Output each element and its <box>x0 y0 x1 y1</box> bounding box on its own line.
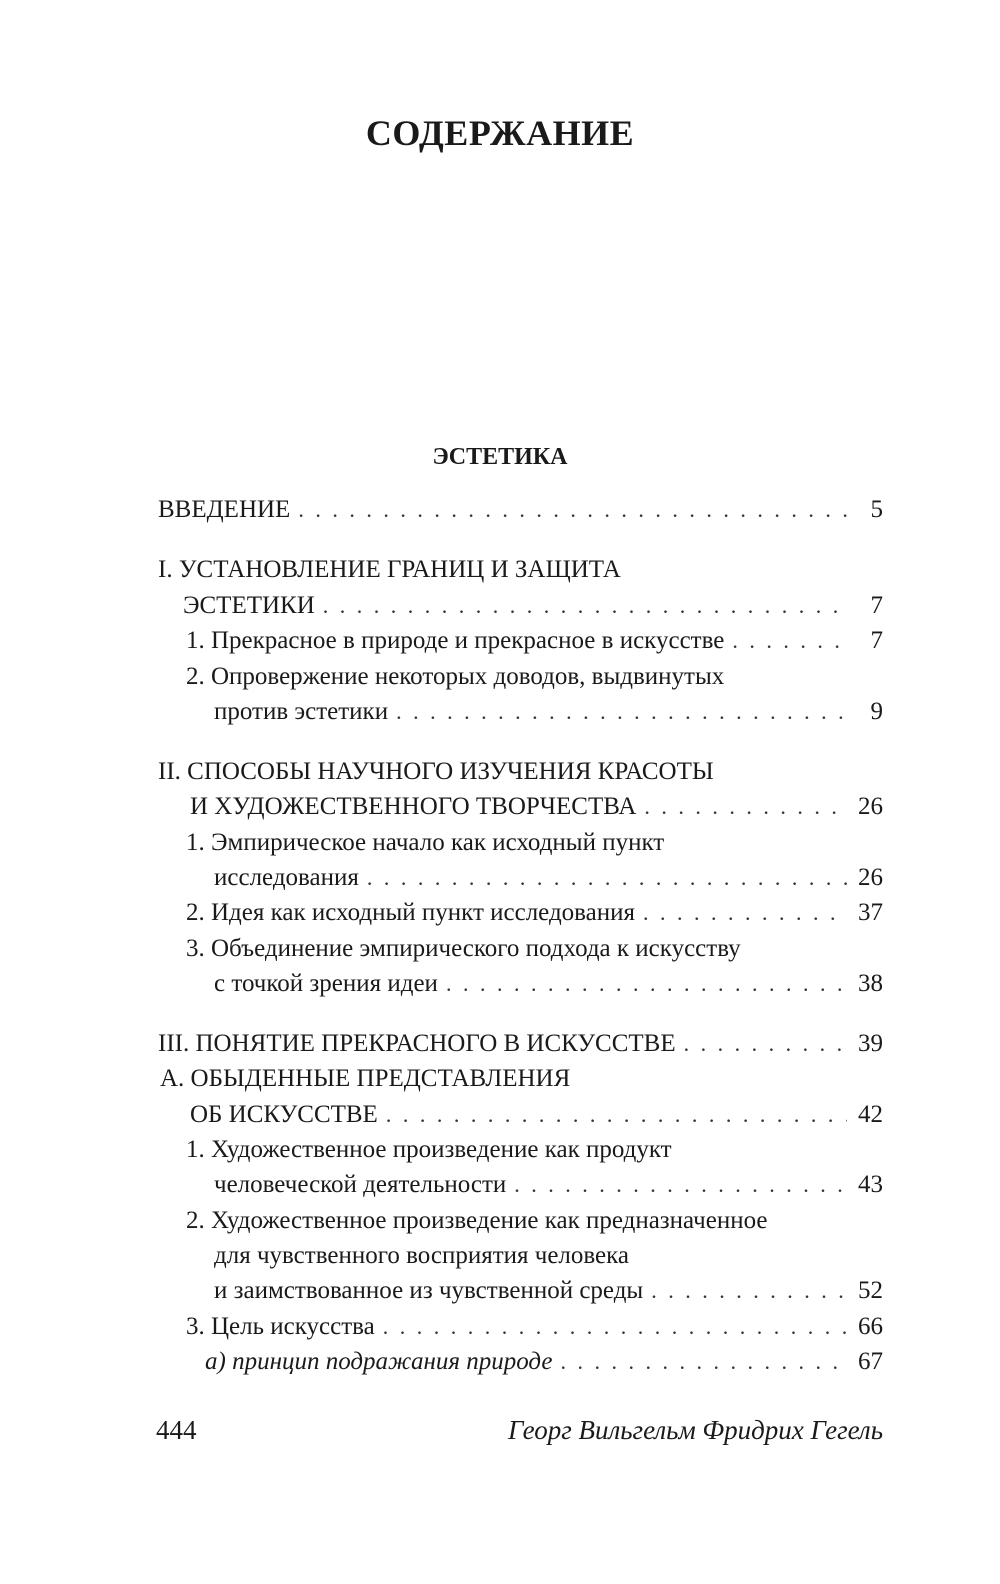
leader-dots <box>643 895 847 931</box>
toc-entry <box>0 1132 1000 1168</box>
toc-page-number: 26 <box>858 864 883 891</box>
toc-page-number: 26 <box>858 793 883 820</box>
toc-entry-title: а) принцип подражания природе <box>205 1348 553 1375</box>
toc-entry-title: 1. Художественное произведение как продукт <box>186 1136 672 1163</box>
toc-entry <box>0 789 1000 825</box>
toc-entry-title: А. ОБЫДЕННЫЕ ПРЕДСТАВЛЕНИЯ <box>160 1065 571 1092</box>
leader-dots <box>732 623 847 659</box>
toc-entry-title: 1. Прекрасное в природе и прекрасное в искусстве <box>186 627 725 654</box>
toc-entry-title: 1. Эмпирическое начало как исходный пункт <box>186 829 665 856</box>
toc-entry <box>0 492 1000 528</box>
leader-dots <box>684 1026 847 1062</box>
toc-entry <box>0 623 1000 659</box>
leader-dots <box>651 1273 847 1309</box>
leader-dots <box>560 1344 847 1380</box>
toc-entry <box>0 931 1000 967</box>
toc-page-number: 52 <box>858 1277 883 1304</box>
leader-dots <box>367 860 847 896</box>
toc-entry <box>0 1097 1000 1133</box>
toc-entry-title: И ХУДОЖЕСТВЕННОГО ТВОРЧЕСТВА <box>190 793 637 820</box>
toc-entry-title: II. СПОСОБЫ НАУЧНОГО ИЗУЧЕНИЯ КРАСОТЫ <box>158 758 714 785</box>
toc-page-number: 42 <box>858 1101 883 1128</box>
toc-page-number: 43 <box>858 1171 883 1198</box>
toc-entry-title: 3. Цель искусства <box>186 1313 375 1340</box>
leader-dots <box>298 492 847 528</box>
toc-entry-title: 2. Опровержение некоторых доводов, выдвинутых <box>186 663 725 690</box>
toc-entry <box>0 1026 1000 1062</box>
toc-entry-title: с точкой зрения идеи <box>214 970 438 997</box>
section-heading: ЭСТЕТИКА <box>432 444 568 470</box>
toc-page-number: 5 <box>870 496 883 523</box>
toc-page-number: 66 <box>858 1313 883 1340</box>
toc-entry-title: 2. Идея как исходный пункт исследования <box>186 899 635 926</box>
leader-dots <box>446 966 847 1002</box>
toc-entry-title: исследования <box>214 864 359 891</box>
toc-entry-title: ЭСТЕТИКИ <box>183 592 315 619</box>
toc-entry <box>0 1061 1000 1097</box>
leader-dots <box>396 694 847 730</box>
toc-entry <box>0 1238 1000 1274</box>
footer-page-number: 444 <box>156 1415 197 1445</box>
toc-entry-title: человеческой деятельности <box>214 1171 507 1198</box>
toc-page-number: 9 <box>870 698 883 725</box>
toc-page-number: 67 <box>858 1348 883 1375</box>
toc-entry-title: ОБ ИСКУССТВЕ <box>190 1101 378 1128</box>
page-title: СОДЕРЖАНИЕ <box>365 113 635 153</box>
toc-entry <box>0 552 1000 588</box>
toc-entry <box>0 588 1000 624</box>
leader-dots <box>514 1167 847 1203</box>
leader-dots <box>386 1097 847 1133</box>
toc-entry <box>0 1167 1000 1203</box>
leader-dots <box>323 588 847 624</box>
toc-entry <box>0 825 1000 861</box>
footer-author: Георг Вильгельм Фридрих Гегель <box>508 1415 883 1445</box>
toc-entry-title: 2. Художественное произведение как предназначенное <box>186 1207 768 1234</box>
toc-entry <box>0 1273 1000 1309</box>
toc-entry <box>0 1203 1000 1239</box>
toc-entry <box>0 1344 1000 1380</box>
toc-entry <box>0 1309 1000 1345</box>
toc-entry <box>0 694 1000 730</box>
toc-entry <box>0 754 1000 790</box>
toc-entry <box>0 895 1000 931</box>
toc-page-number: 7 <box>870 592 883 619</box>
toc-entry <box>0 966 1000 1002</box>
toc-page-number: 39 <box>858 1030 883 1057</box>
toc-entry-title: 3. Объединение эмпирического подхода к искусству <box>186 935 741 962</box>
toc-entry-title: ВВЕДЕНИЕ <box>158 496 291 523</box>
leader-dots <box>383 1309 847 1345</box>
toc-page-number: 37 <box>858 899 883 926</box>
toc-entry-title: I. УСТАНОВЛЕНИЕ ГРАНИЦ И ЗАЩИТА <box>158 556 621 583</box>
toc-page-number: 7 <box>870 627 883 654</box>
toc-entry-title: и заимствованное из чувственной среды <box>214 1277 644 1304</box>
toc-entry <box>0 659 1000 695</box>
toc-entry-title: против эстетики <box>214 698 389 725</box>
toc-page-number: 38 <box>858 970 883 997</box>
toc-entry-title: для чувственного восприятия человека <box>214 1242 630 1269</box>
toc-entry <box>0 860 1000 896</box>
toc-entry-title: III. ПОНЯТИЕ ПРЕКРАСНОГО В ИСКУССТВЕ <box>158 1030 676 1057</box>
leader-dots <box>644 789 847 825</box>
